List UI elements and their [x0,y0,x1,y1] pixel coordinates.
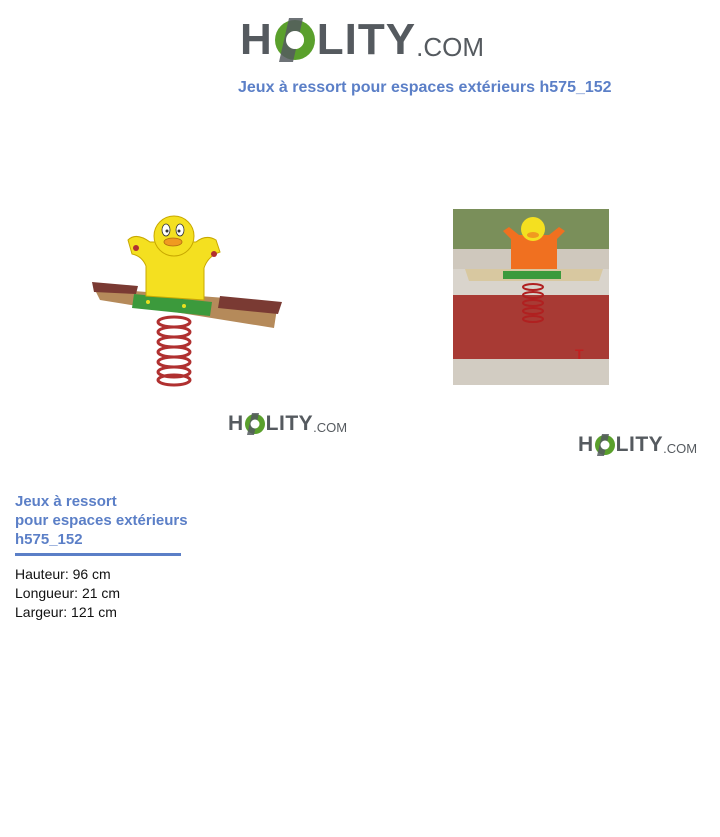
product-name-line: Jeux à ressort [15,493,117,510]
logo-letter-h: H [240,15,273,64]
page-title: Jeux à ressort pour espaces extérieurs h575_152 [238,79,612,96]
logo-o-icon [244,411,266,437]
logo-tld: .COM [416,31,484,62]
spec-value: 121 cm [71,604,117,620]
product-render-image[interactable] [88,210,284,390]
brand-logo[interactable] [240,8,484,72]
product-name [15,492,215,549]
logo-o-icon [273,14,317,66]
product-name-line: h575_152 [15,531,83,548]
logo-letters: LITY [615,433,664,456]
logo-letters: LITY [265,412,314,435]
spec-label: Longueur [15,585,75,601]
logo-letters: LITY [316,15,417,64]
title-divider [15,553,181,556]
spec-row-length: Longueur: 21 cm [15,585,121,601]
logo-o-icon [594,432,616,458]
watermark-logo [228,409,347,439]
logo-letter-h: H [578,433,594,456]
logo-tld: .COM [663,440,698,456]
photo-watermark: T [575,346,584,362]
spring-icon [158,317,190,385]
logo-letter-h: H [228,412,244,435]
product-photo-image[interactable] [453,209,609,385]
spec-list [15,565,120,622]
spec-label: Largeur [15,604,64,620]
spec-value: 96 cm [72,566,111,582]
spec-row-height: Hauteur: 96 cm [15,566,111,582]
spec-row-width: Largeur: 121 cm [15,604,117,620]
product-name-line: pour espaces extérieurs [15,512,188,529]
watermark-logo [578,430,697,460]
spec-value: 21 cm [81,585,121,601]
logo-tld: .COM [313,419,348,435]
spec-label: Hauteur [15,566,65,582]
